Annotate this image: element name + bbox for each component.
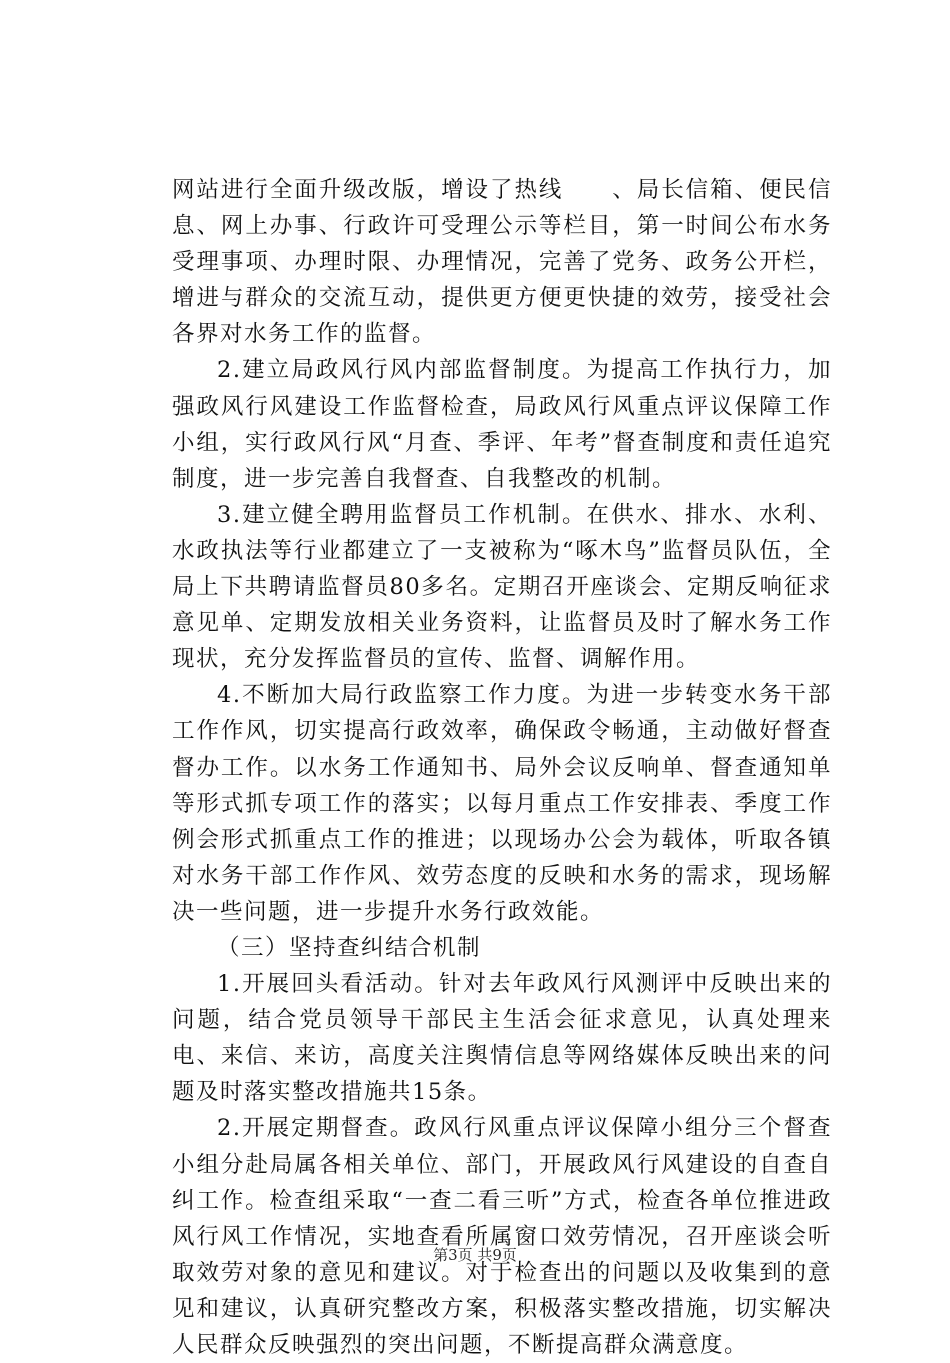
document-body: [172, 172, 832, 1363]
paragraph-section3-item-2: 2.开展定期督查。政风行风重点评议保障小组分三个督查小组分赴局属各相关单位、部门，开展政风行风建设的自查自纠工作。检查组采取“一查二看三听”方式，检查各单位推进政风行风工作情况，实地查看所属窗口效劳情况，召开座谈会听取效劳对象的意见和建议。对于检查出的问题以及收集到的意见和建议，认真研究整改方案，积极落实整改措施，切实解决人民群众反映强烈的突出问题，不断提高群众满意度。: [172, 1115, 832, 1358]
paragraph-continuation: 网站进行全面升级改版，增设了热线 、局长信箱、便民信息、网上办事、行政许可受理公示等栏目，第一时间公布水务受理事项、办理时限、办理情况，完善了党务、政务公开栏，增进与群众的交流互动，提供更方便更快捷的效劳，接受社会各界对水务工作的监督。: [172, 177, 832, 348]
paragraph-section3-item-1: 1.开展回头看活动。针对去年政风行风测评中反映出来的问题，结合党员领导干部民主生活会征求意见，认真处理来电、来信、来访，高度关注舆情信息等网络媒体反映出来的问题及时落实整改措施共15条。: [172, 971, 832, 1106]
paragraph-item-3: 3.建立健全聘用监督员工作机制。在供水、排水、水利、水政执法等行业都建立了一支被称为“啄木鸟”监督员队伍，全局上下共聘请监督员80多名。定期召开座谈会、定期反响征求意见单、定期发放相关业务资料，让监督员及时了解水务工作现状，充分发挥监督员的宣传、监督、调解作用。: [172, 501, 832, 673]
paragraph-item-2: 2.建立局政风行风内部监督制度。为提高工作执行力，加强政风行风建设工作监督检查，局政风行风重点评议保障工作小组，实行政风行风“月查、季评、年考”督查制度和责任追究制度，进一步完善自我督查、自我整改的机制。: [172, 357, 832, 492]
page-footer: [0, 1245, 950, 1265]
page-number: 第3页 共9页: [433, 1246, 517, 1264]
paragraph-item-4: 4.不断加大局行政监察工作力度。为进一步转变水务干部工作作风，切实提高行政效率，确保政令畅通，主动做好督查督办工作。以水务工作通知书、局外会议反响单、督查通知单等形式抓专项工作的落实；以每月重点工作安排表、季度工作例会形式抓重点工作的推进；以现场办公会为载体，听取各镇对水务干部工作作风、效劳态度的反映和水务的需求，现场解决一些问题，进一步提升水务行政效能。: [172, 682, 832, 925]
section-heading: （三）坚持查纠结合机制: [217, 934, 482, 961]
